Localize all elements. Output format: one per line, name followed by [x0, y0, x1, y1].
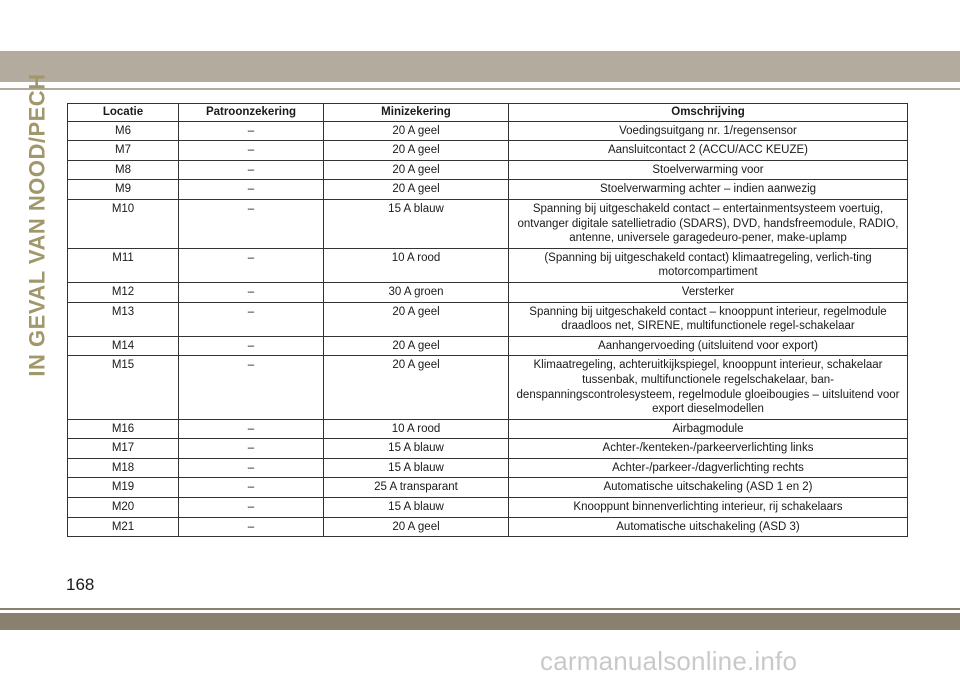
- cell-patroonzekering: –: [179, 517, 324, 537]
- cell-omschrijving: Voedingsuitgang nr. 1/regensensor: [509, 121, 908, 141]
- table-row: [68, 141, 908, 161]
- table-row: [68, 439, 908, 459]
- table-row: [68, 356, 908, 419]
- table-row: [68, 160, 908, 180]
- cell-omschrijving: Achter-/parkeer-/dagverlichting rechts: [509, 458, 908, 478]
- cell-minizekering: 10 A rood: [324, 248, 509, 282]
- table-row: [68, 282, 908, 302]
- header-locatie: Locatie: [68, 104, 179, 122]
- cell-omschrijving: Automatische uitschakeling (ASD 3): [509, 517, 908, 537]
- cell-omschrijving: Stoelverwarming achter – indien aanwezig: [509, 180, 908, 200]
- cell-minizekering: 15 A blauw: [324, 498, 509, 518]
- cell-locatie: M12: [68, 282, 179, 302]
- table-row: [68, 336, 908, 356]
- cell-patroonzekering: –: [179, 419, 324, 439]
- cell-patroonzekering: –: [179, 302, 324, 336]
- table-row: [68, 248, 908, 282]
- table-row: [68, 517, 908, 537]
- cell-locatie: M11: [68, 248, 179, 282]
- cell-patroonzekering: –: [179, 458, 324, 478]
- cell-locatie: M13: [68, 302, 179, 336]
- header-omschrijving: Omschrijving: [509, 104, 908, 122]
- watermark-text: carmanualsonline.info: [540, 646, 798, 676]
- cell-patroonzekering: –: [179, 498, 324, 518]
- header-row: [68, 104, 908, 122]
- table-row: [68, 121, 908, 141]
- cell-minizekering: 20 A geel: [324, 356, 509, 419]
- cell-patroonzekering: –: [179, 199, 324, 248]
- cell-minizekering: 20 A geel: [324, 302, 509, 336]
- table-row: [68, 302, 908, 336]
- cell-locatie: M21: [68, 517, 179, 537]
- cell-locatie: M16: [68, 419, 179, 439]
- cell-patroonzekering: –: [179, 180, 324, 200]
- cell-locatie: M9: [68, 180, 179, 200]
- cell-locatie: M6: [68, 121, 179, 141]
- cell-locatie: M15: [68, 356, 179, 419]
- table-row: [68, 180, 908, 200]
- cell-minizekering: 30 A groen: [324, 282, 509, 302]
- table-row: [68, 498, 908, 518]
- page-number: 168: [66, 575, 95, 594]
- cell-minizekering: 25 A transparant: [324, 478, 509, 498]
- cell-omschrijving: Aanhangervoeding (uitsluitend voor export): [509, 336, 908, 356]
- cell-locatie: M10: [68, 199, 179, 248]
- cell-minizekering: 10 A rood: [324, 419, 509, 439]
- cell-omschrijving: Automatische uitschakeling (ASD 1 en 2): [509, 478, 908, 498]
- cell-patroonzekering: –: [179, 141, 324, 161]
- cell-patroonzekering: –: [179, 160, 324, 180]
- fuse-table-header: [68, 104, 908, 122]
- cell-omschrijving: Klimaatregeling, achteruitkijkspiegel, knooppunt interieur, schakelaar tussenbak, multifunctionele regelschakelaar, ban-denspanningscontrolesysteem, regelmodule gloeibougies – uitsluitend voor export dieselmodellen: [509, 356, 908, 419]
- fuse-table: [67, 103, 908, 537]
- table-row: [68, 199, 908, 248]
- top-decorative-line: [0, 88, 960, 90]
- cell-minizekering: 20 A geel: [324, 336, 509, 356]
- cell-locatie: M19: [68, 478, 179, 498]
- table-row: [68, 419, 908, 439]
- cell-minizekering: 20 A geel: [324, 141, 509, 161]
- cell-omschrijving: Aansluitcontact 2 (ACCU/ACC KEUZE): [509, 141, 908, 161]
- bottom-decorative-band: [0, 613, 960, 630]
- fuse-table-body: [68, 121, 908, 537]
- cell-minizekering: 15 A blauw: [324, 439, 509, 459]
- cell-minizekering: 15 A blauw: [324, 458, 509, 478]
- cell-omschrijving: Versterker: [509, 282, 908, 302]
- section-side-title: [25, 73, 50, 377]
- cell-omschrijving: Stoelverwarming voor: [509, 160, 908, 180]
- cell-omschrijving: Airbagmodule: [509, 419, 908, 439]
- cell-patroonzekering: –: [179, 478, 324, 498]
- table-row: [68, 458, 908, 478]
- cell-omschrijving: Spanning bij uitgeschakeld contact – knooppunt interieur, regelmodule draadloos net, SIRENE, multifunctionele regel-schakelaar: [509, 302, 908, 336]
- cell-locatie: M7: [68, 141, 179, 161]
- cell-locatie: M14: [68, 336, 179, 356]
- cell-minizekering: 20 A geel: [324, 517, 509, 537]
- cell-minizekering: 20 A geel: [324, 160, 509, 180]
- cell-minizekering: 15 A blauw: [324, 199, 509, 248]
- cell-patroonzekering: –: [179, 282, 324, 302]
- bottom-decorative-line: [0, 608, 960, 610]
- cell-locatie: M8: [68, 160, 179, 180]
- cell-patroonzekering: –: [179, 356, 324, 419]
- cell-minizekering: 20 A geel: [324, 180, 509, 200]
- cell-locatie: M18: [68, 458, 179, 478]
- header-patroonzekering: Patroonzekering: [179, 104, 324, 122]
- cell-omschrijving: Spanning bij uitgeschakeld contact – entertainmentsysteem voertuig, ontvanger digitale satellietradio (SDARS), DVD, handsfreemodule, RADIO, antenne, universele garagedeuro-pener, make-uplamp: [509, 199, 908, 248]
- cell-omschrijving: Knooppunt binnenverlichting interieur, rij schakelaars: [509, 498, 908, 518]
- cell-omschrijving: (Spanning bij uitgeschakeld contact) klimaatregeling, verlich-ting motorcompartiment: [509, 248, 908, 282]
- cell-minizekering: 20 A geel: [324, 121, 509, 141]
- table-row: [68, 478, 908, 498]
- cell-patroonzekering: –: [179, 248, 324, 282]
- cell-patroonzekering: –: [179, 439, 324, 459]
- cell-omschrijving: Achter-/kenteken-/parkeerverlichting links: [509, 439, 908, 459]
- cell-locatie: M17: [68, 439, 179, 459]
- cell-patroonzekering: –: [179, 336, 324, 356]
- cell-patroonzekering: –: [179, 121, 324, 141]
- header-minizekering: Minizekering: [324, 104, 509, 122]
- top-decorative-band: [0, 51, 960, 82]
- section-side-title-text: IN GEVAL VAN NOOD/PECH: [25, 73, 50, 377]
- cell-locatie: M20: [68, 498, 179, 518]
